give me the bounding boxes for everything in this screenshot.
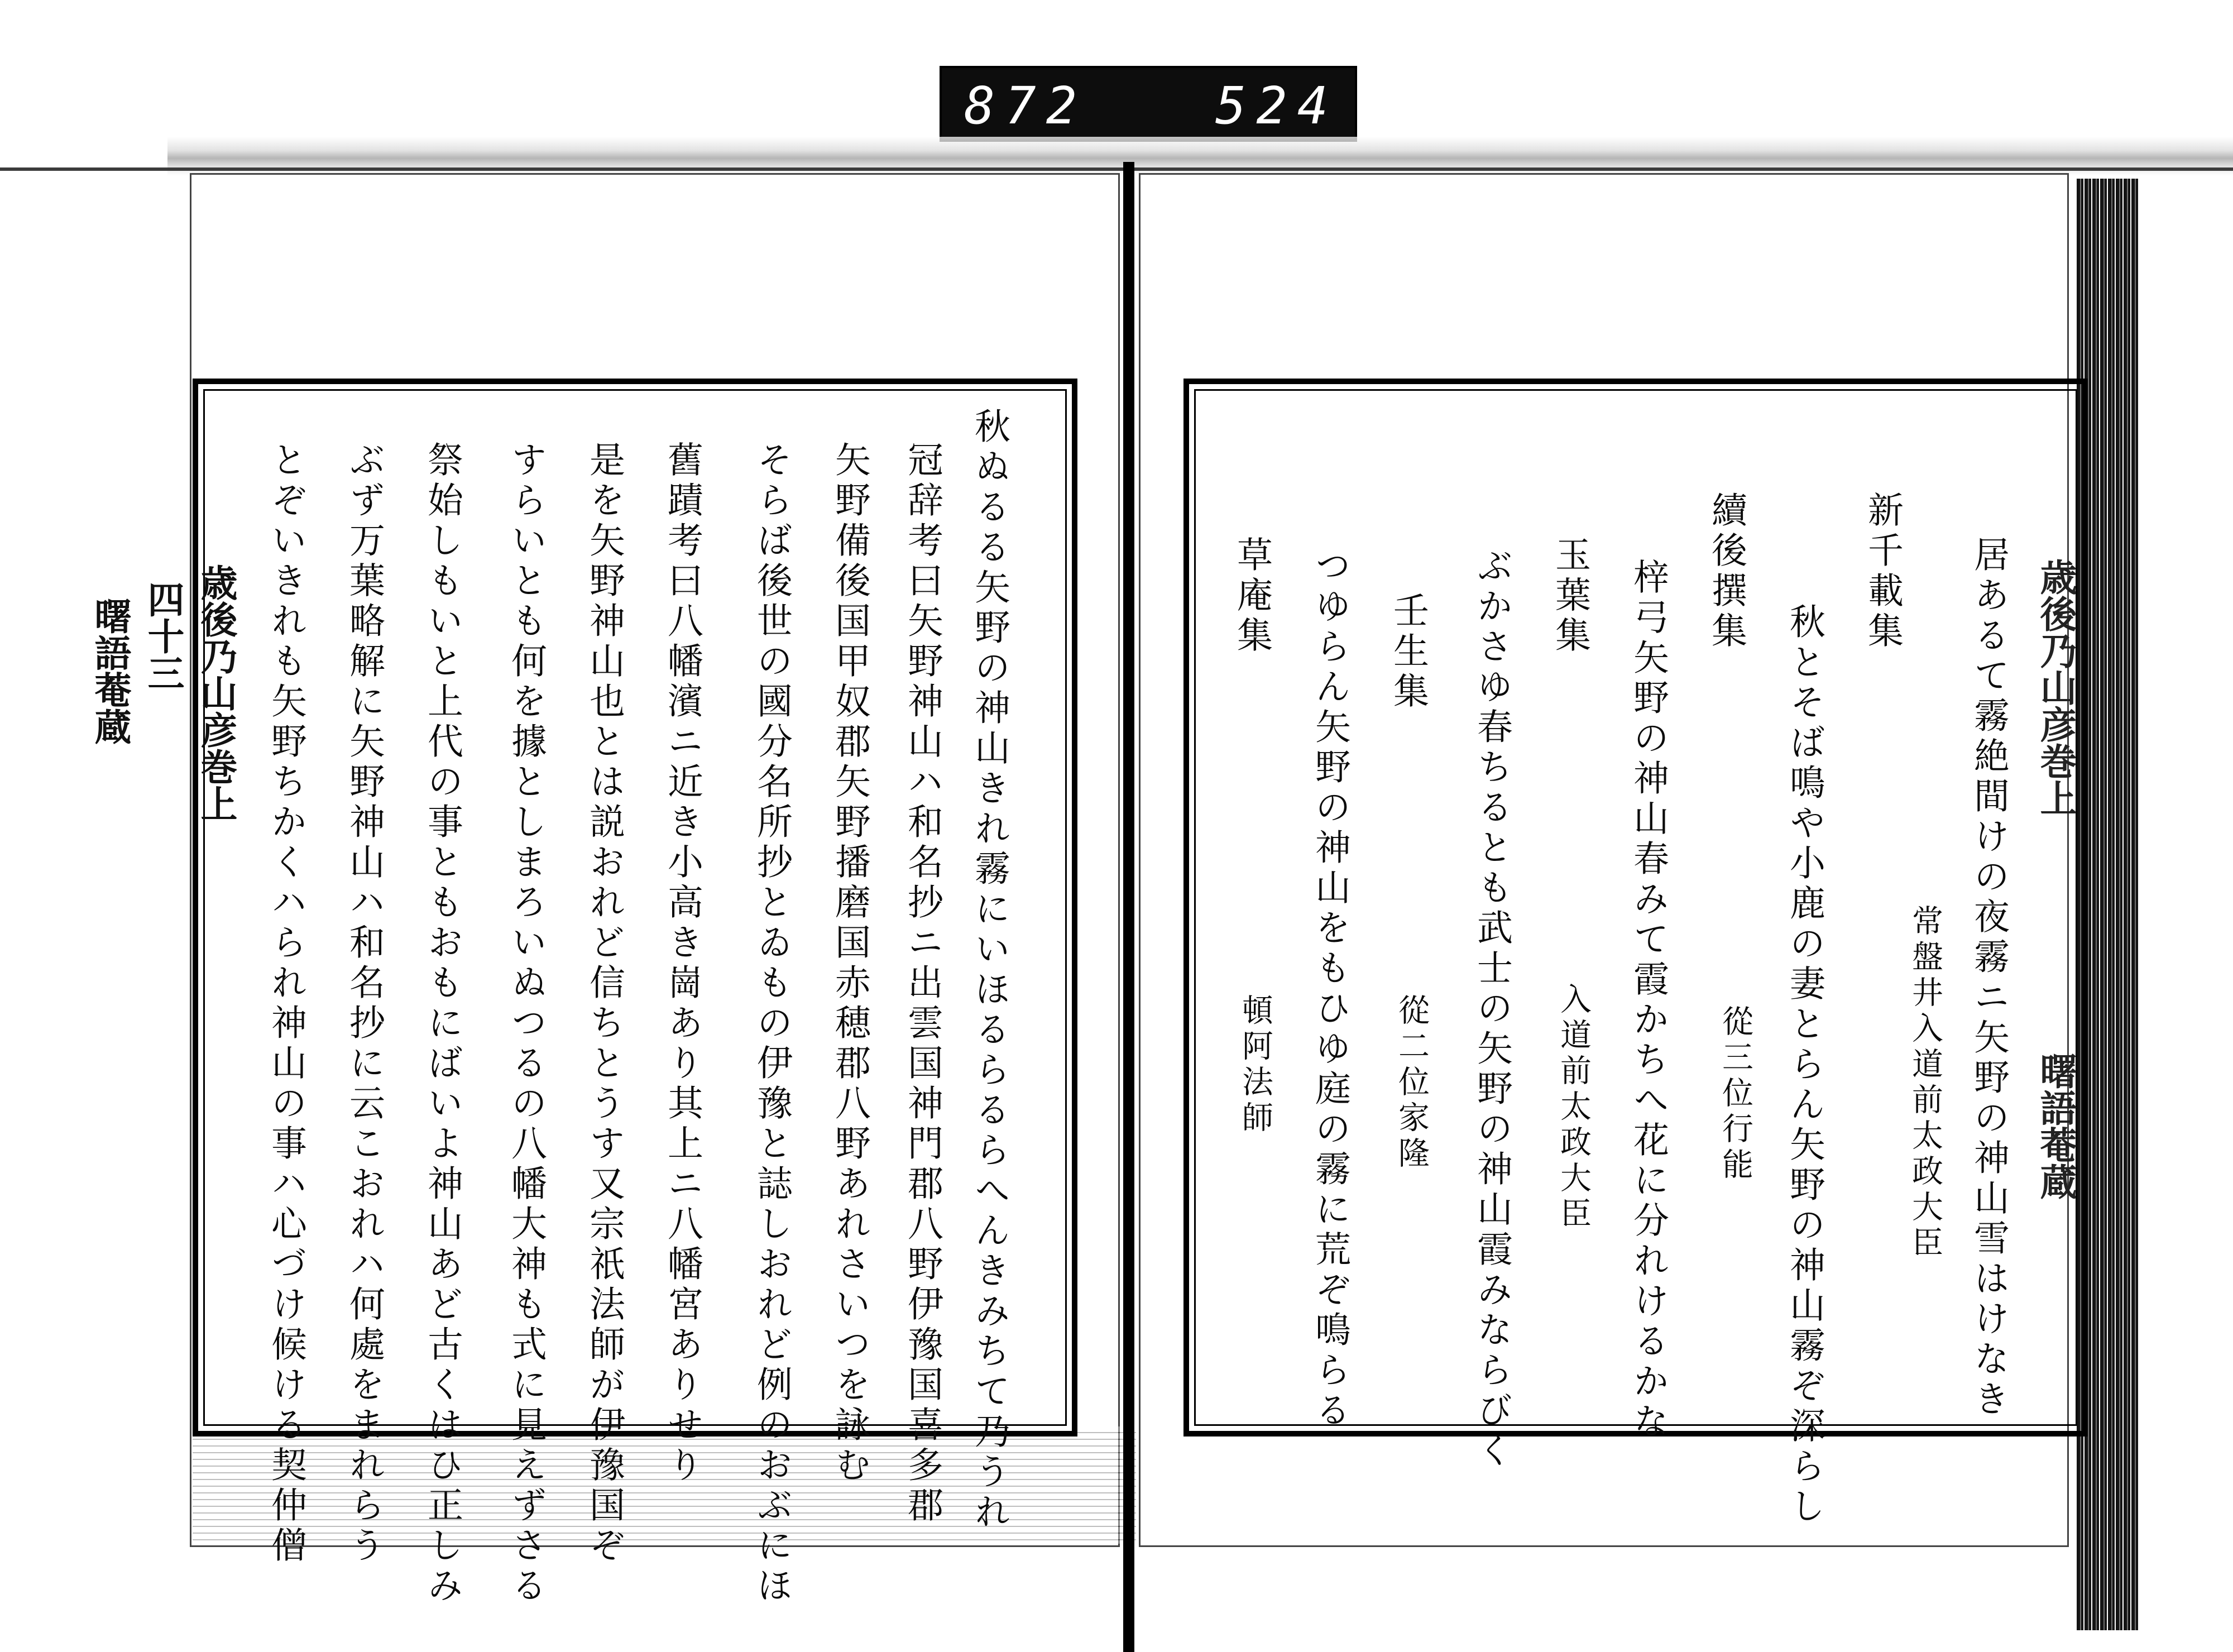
collection-title: 草庵集: [1231, 536, 1272, 657]
publisher-mark: 曙語菴蔵: [2034, 1052, 2077, 1200]
book-spine: [1123, 162, 1134, 1652]
poem-author: 從三位行能: [1717, 1005, 1753, 1184]
publisher-mark: 曙語菴蔵: [88, 597, 132, 745]
text-column: 舊蹟考曰八幡濱ニ近き小高き崗あり其上ニ八幡宮ありせり: [662, 441, 703, 1486]
text-column: 是を矢野神山也とは説おれど信ちとうす又宗祇法師が伊豫国ぞ: [583, 441, 625, 1567]
poem-author: 頓阿法師: [1237, 994, 1273, 1137]
right-running-head: [2034, 558, 2082, 1340]
poem-author: 常盤井入道前太政大臣: [1907, 904, 1943, 1262]
text-column: とぞいきれも矢野ちかくハられ神山の事ハ心づけ候ける契仲僧: [265, 441, 306, 1567]
poem-text: 秋とそば鳴や小鹿の妻とらん矢野の神山霧ぞ深らし: [1784, 603, 1825, 1527]
poem-author: 入道前太政大臣: [1555, 983, 1592, 1233]
film-label: [940, 66, 1357, 142]
left-running-head: [88, 564, 243, 1401]
top-rule: [0, 167, 2233, 171]
text-column: 祭始しもいと上代の事ともおもにばいよ神山あど古くはひ正しみ: [421, 441, 463, 1607]
collection-title: 玉葉集: [1549, 536, 1590, 657]
text-column: 居あるて霧絶間けの夜霧ニ矢野の神山雪はけなき: [1968, 536, 2009, 1420]
poem-text: ぶかさゆ春ちるとも武士の矢野の神山霞みならびく: [1471, 547, 1512, 1472]
poem-author: 從二位家隆: [1393, 994, 1430, 1172]
collection-title: 壬生集: [1387, 592, 1429, 712]
poem-text: 梓弓矢野の神山春みて霞かちへ花に分れけるかな: [1627, 558, 1669, 1443]
text-column: 矢野備後国甲奴郡矢野播磨国赤穂郡八野あれさいつを詠む: [829, 441, 870, 1486]
text-column: すらいとも何を據としまろいぬつるの八幡大神も式に見えずさる: [505, 441, 547, 1607]
poem-text: つゆらん矢野の神山をもひゆ庭の霧に荒ぞ鳴らる: [1309, 547, 1350, 1431]
running-title: 歳後乃山彦巻上: [194, 564, 238, 822]
text-column: ぶず万葉略解に矢野神山ハ和名抄に云こおれハ何處をまれらう: [343, 441, 385, 1567]
film-number-right: 524: [1215, 76, 1339, 136]
left-text-frame: [193, 379, 1077, 1436]
collection-title: 續後撰集: [1705, 491, 1747, 652]
running-title: 歳後乃山彦巻上: [2034, 558, 2077, 816]
page-number: 四十三: [141, 581, 185, 691]
collection-title: 新千載集: [1862, 491, 1903, 652]
text-column: 冠辞考曰矢野神山ハ和名抄ニ出雲国神門郡八野伊豫国喜多郡: [902, 441, 943, 1526]
text-column: 秋ぬるる矢野の神山きれ霧にいほるらるらへんきみちて乃うれ: [969, 408, 1010, 1533]
film-number-left: 872: [964, 76, 1087, 136]
text-column: そらば後世の國分名所抄とゐもの伊豫と誌しおれど例のおぶにほ: [751, 441, 792, 1607]
